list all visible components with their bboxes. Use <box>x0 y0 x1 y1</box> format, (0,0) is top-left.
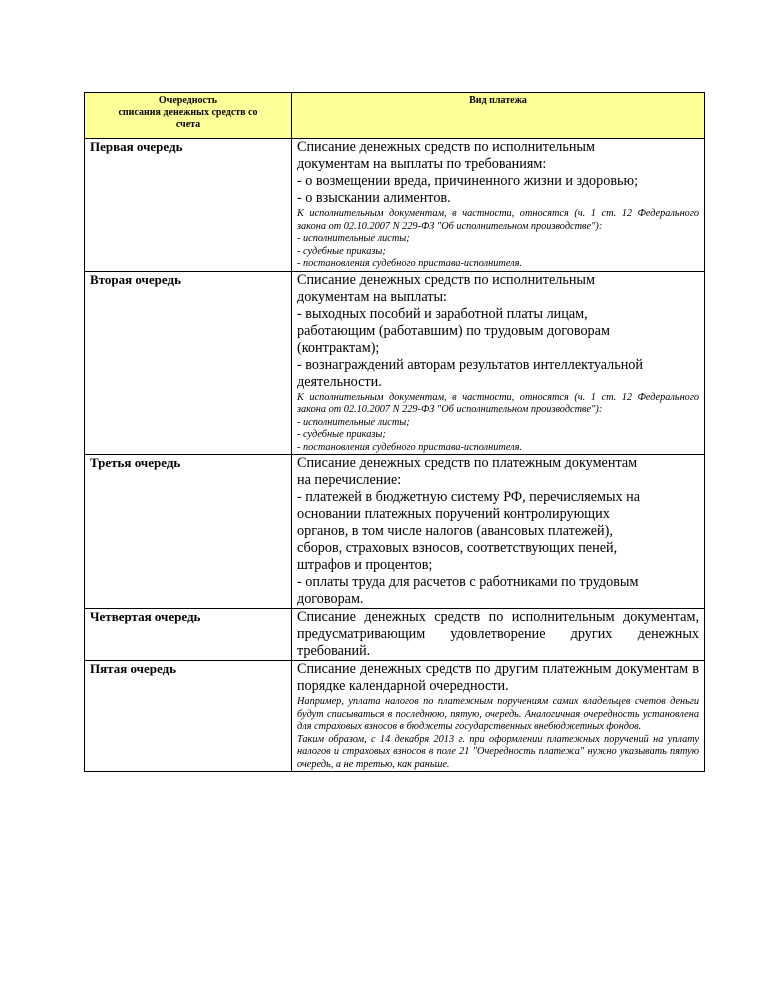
description-line: Списание денежных средств по исполнительным документам, предусматривающим удовлетворение других денежных требований. <box>297 609 699 659</box>
note-line: К исполнительным документам, в частности, относятся (ч. 1 ст. 12 Федерального закона от 02.10.2007 N 229-ФЗ "Об исполнительном производстве"): <box>297 391 699 415</box>
payment-description <box>297 661 699 695</box>
description-line: органов, в том числе налогов (авансовых платежей), <box>297 523 613 539</box>
header-type: Вид платежа <box>292 93 705 139</box>
table-row <box>85 661 705 772</box>
payment-priority-table <box>84 92 705 772</box>
description-line: документам на выплаты по требованиям: <box>297 156 547 172</box>
payment-type-cell <box>292 139 705 272</box>
description-line: Списание денежных средств по исполнительным <box>297 139 595 155</box>
table-row <box>85 455 705 609</box>
note-line: Например, уплата налогов по платежным поручениям самих владельцев счетов деньги будут списываться в последнюю, пятую, очередь. Аналогичная очередность установлена для страховых взносов в бюджеты государственных внебюджетных фондов. <box>297 696 699 732</box>
payment-note <box>297 392 699 455</box>
note-line: - постановления судебного пристава-исполнителя. <box>297 441 523 453</box>
payment-note <box>297 208 699 271</box>
payment-description <box>297 272 699 391</box>
note-line: - судебные приказы; <box>297 245 386 257</box>
description-line: - о возмещении вреда, причиненного жизни и здоровью; <box>297 173 639 189</box>
queue-cell: Третья очередь <box>85 455 292 609</box>
description-line: штрафов и процентов; <box>297 557 433 573</box>
payment-note <box>297 696 699 771</box>
description-line: - вознаграждений авторам результатов интеллектуальной <box>297 356 643 373</box>
description-line: Списание денежных средств по платежным документам <box>297 455 638 471</box>
description-line: деятельности. <box>297 373 382 390</box>
description-line: - платежей в бюджетную систему РФ, перечисляемых на <box>297 489 641 505</box>
description-line: договорам. <box>297 591 364 607</box>
payment-type-cell <box>292 661 705 772</box>
payment-type-cell <box>292 455 705 609</box>
description-line: Списание денежных средств по другим платежным документам в порядке календарной очередности. <box>297 661 699 694</box>
header-queue-line: списания денежных средств со <box>118 107 258 118</box>
description-line: - выходных пособий и заработной платы лицам, <box>297 305 588 322</box>
description-line: документам на выплаты: <box>297 288 447 305</box>
payment-description <box>297 139 699 207</box>
description-line: - о взыскании алиментов. <box>297 190 451 206</box>
note-line: К исполнительным документам, в частности, относятся (ч. 1 ст. 12 Федерального закона от 02.10.2007 N 229-ФЗ "Об исполнительном производстве"): <box>297 208 699 232</box>
note-line: - исполнительные листы; <box>297 233 410 244</box>
payment-type-cell <box>292 271 705 455</box>
table-row <box>85 139 705 272</box>
note-line: - исполнительные листы; <box>297 416 410 428</box>
header-queue-line: счета <box>175 119 201 130</box>
queue-cell: Первая очередь <box>85 139 292 272</box>
description-line: основании платежных поручений контролирующих <box>297 506 610 522</box>
header-row <box>85 93 705 139</box>
queue-cell: Четвертая очередь <box>85 609 292 661</box>
header-queue <box>85 93 292 139</box>
note-line: - судебные приказы; <box>297 429 386 440</box>
description-line: Списание денежных средств по исполнительным <box>297 271 595 288</box>
table-row <box>85 271 705 455</box>
table-row <box>85 609 705 661</box>
description-line: работающим (работавшим) по трудовым договорам <box>297 322 610 339</box>
payment-type-cell <box>292 609 705 661</box>
description-line: (контрактам); <box>297 339 380 356</box>
queue-cell: Пятая очередь <box>85 661 292 772</box>
payment-description <box>297 609 699 660</box>
note-line: - постановления судебного пристава-исполнителя. <box>297 258 523 269</box>
note-line: Таким образом, с 14 декабря 2013 г. при оформлении платежных поручений на уплату налогов и страховых взносов в поле 21 "Очередность платежа" нужно указывать пятую очередь, а не третью, как раньше. <box>297 733 699 770</box>
description-line: - оплаты труда для расчетов с работниками по трудовым <box>297 574 639 590</box>
payment-description <box>297 455 699 608</box>
queue-cell: Вторая очередь <box>85 271 292 455</box>
description-line: сборов, страховых взносов, соответствующих пеней, <box>297 540 618 556</box>
description-line: на перечисление: <box>297 472 402 488</box>
header-queue-line: Очередность <box>158 95 218 106</box>
